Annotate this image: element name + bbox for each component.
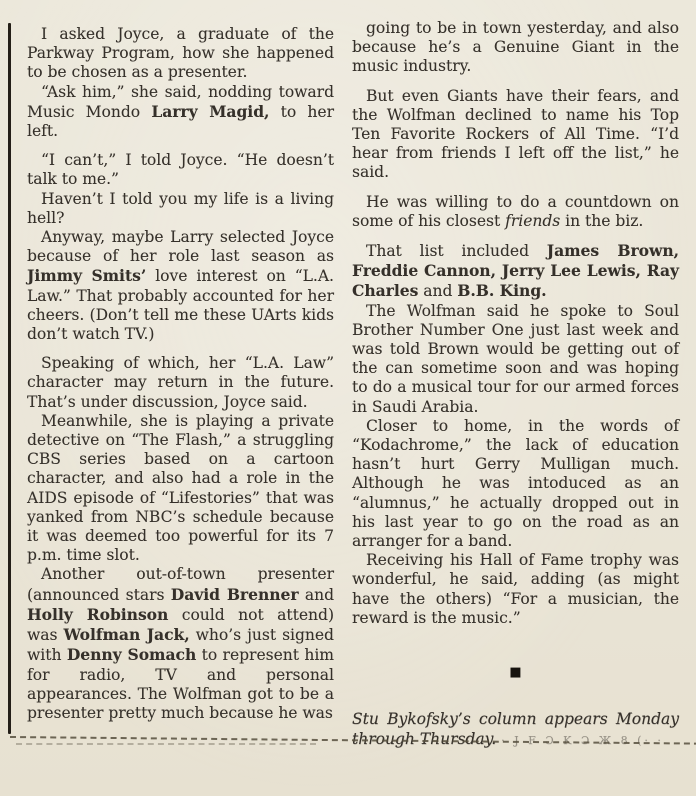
text-segment: Holly Robinson	[27, 604, 169, 624]
text-segment: Closer to home, in the words of “Kodachrome,” the lack of education hasn’t hurt Gerry Mulligan much. Although he was intoduced as an “alumnus,” he actually dropped out in his last year to go on the road as an arranger for a band.	[352, 416, 679, 551]
paragraph	[352, 417, 679, 551]
paragraph	[27, 190, 334, 228]
text-segment: Anyway, maybe Larry selected Joyce because of her role last season as	[27, 228, 334, 266]
paragraph-flow-right	[352, 19, 679, 628]
text-segment: “Ask him,” she said, nodding toward Music Mondo	[27, 82, 334, 121]
article-column-right	[352, 19, 679, 628]
end-of-column-marker: ■	[509, 665, 522, 680]
paragraph	[352, 302, 679, 417]
paragraph	[352, 193, 679, 231]
footer-text: Stu Bykofsky’s column appears Monday through Thursday.	[352, 709, 679, 748]
text-segment: James Brown, Freddie Cannon, Jerry Lee Lewis, Ray Charles	[352, 241, 679, 301]
paragraph	[352, 19, 679, 77]
text-segment: friends	[505, 211, 561, 230]
text-segment: Wolfman Jack,	[63, 625, 190, 645]
text-segment: Larry Magid,	[151, 101, 270, 121]
text-segment: Jimmy Smits’	[27, 266, 147, 286]
text-segment: Receiving his Hall of Fame trophy was wonderful, he said, adding (as might have the others) “For a musician, the reward is the music.”	[352, 551, 679, 627]
paragraph-flow-left	[27, 25, 334, 723]
text-segment: But even Giants have their fears, and the Wolfman declined to name his Top Ten Favorite Rockers of All Time. “I’d hear from friends I left off the list,” he said.	[352, 86, 679, 182]
text-segment: B.B. King.	[457, 281, 547, 301]
paragraph	[27, 565, 334, 723]
text-segment: He was willing to do a countdown on some of his closest	[352, 192, 679, 230]
column-footer	[352, 709, 679, 751]
text-segment: love interest on “L.A. Law.” That probably accounted for her cheers. (Don’t tell me these UArts kids don’t watch TV.)	[27, 267, 334, 344]
torn-edge-dashes-secondary	[16, 743, 316, 745]
paragraph	[352, 241, 679, 302]
text-segment: That list included	[366, 242, 547, 261]
paragraph	[27, 354, 334, 412]
text-segment: going to be in town yesterday, and also because he’s a Genuine Giant in the music industry.	[352, 19, 679, 76]
text-segment: Meanwhile, she is playing a private detective on “The Flash,” a struggling CBS series based on a cartoon character, and also had a role in the AIDS episode of “Lifestories” that was yanked from NBC’s schedule because it was deemed too powerful for its 7 p.m. time slot.	[27, 411, 334, 565]
print-artifacts: · J F Ɔ K Ɔ Ж 8 (· ·	[501, 733, 664, 747]
text-segment: and	[418, 282, 458, 301]
paragraph	[27, 228, 334, 344]
paragraph	[352, 551, 679, 628]
text-segment: “I can’t,” I told Joyce. “He doesn’t talk to me.”	[27, 151, 334, 189]
text-segment: The Wolfman said he spoke to Soul Brother Number One just last week and was told Brown would be getting out of the can sometime soon and was hoping to do a musical tour for our armed forces in Saudi Arabia.	[352, 301, 679, 416]
paragraph	[27, 83, 334, 142]
text-segment: David Brenner	[170, 584, 299, 604]
text-segment: I asked Joyce, a graduate of the Parkway Program, how she happened to be chosen as a presenter.	[27, 25, 334, 82]
text-segment: to her left.	[27, 102, 334, 141]
article-column-left	[27, 25, 334, 723]
text-segment: to represent him for radio, TV and personal appearances. The Wolfman got to be a presenter pretty much because he was	[27, 646, 334, 722]
text-segment: and	[298, 585, 334, 604]
paragraph	[27, 412, 334, 566]
text-segment: Haven’t I told you my life is a living hell?	[27, 189, 334, 227]
left-column-rule	[8, 23, 11, 734]
text-segment: in the biz.	[560, 211, 644, 230]
text-segment: could not attend) was	[27, 605, 334, 645]
text-segment: Denny Somach	[66, 645, 197, 665]
text-segment: Another out-of-town presenter (announced stars	[27, 565, 334, 604]
paragraph	[352, 87, 679, 183]
paragraph	[27, 151, 334, 189]
text-segment: who’s just signed with	[27, 626, 334, 665]
paragraph	[27, 25, 334, 83]
text-segment: Speaking of which, her “L.A. Law” character may return in the future. That’s under discussion, Joyce said.	[27, 354, 334, 411]
